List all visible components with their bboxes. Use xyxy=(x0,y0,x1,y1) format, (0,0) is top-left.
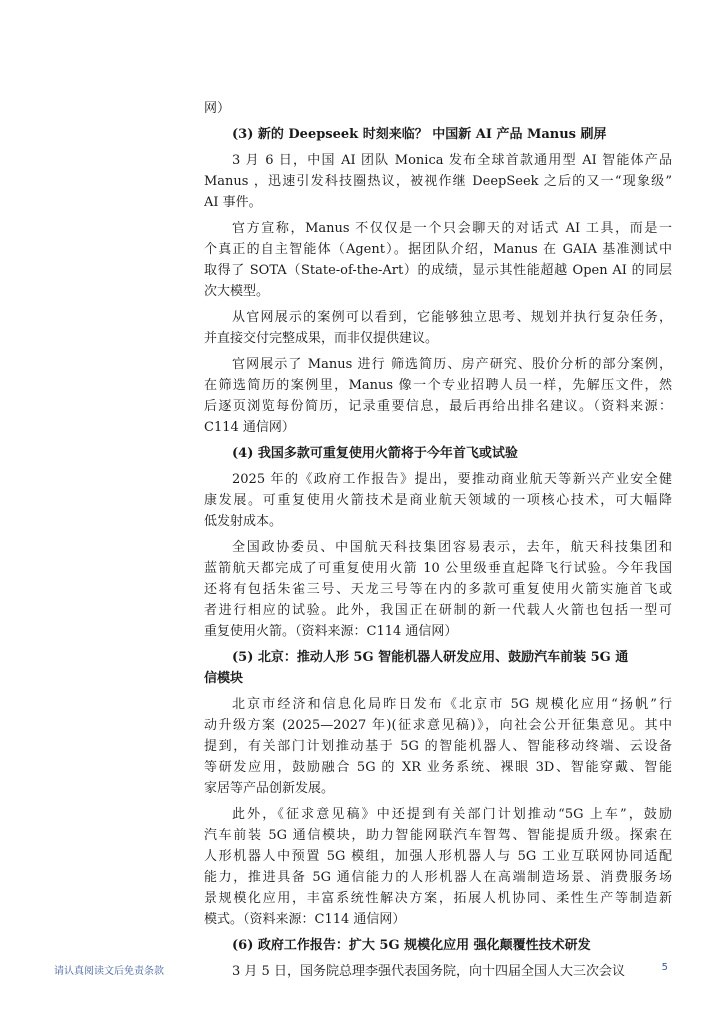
footer-disclaimer: 请认真阅读文后免责条款 xyxy=(54,966,164,977)
text-line: 提到，有关部门计划推动基于 5G 的智能机器人、智能移动终端、云设备 xyxy=(204,739,672,754)
text-line: 3 月 5 日，国务院总理李强代表国务院，向十四届全国人大三次会议 xyxy=(232,964,625,979)
text-line: 取得了 SOTA（State-of-the-Art）的成绩，显示其性能超越 Open AI 的同层 xyxy=(204,263,672,278)
text-line: C114 通信网） xyxy=(204,420,295,435)
text-line: 重复使用火箭。（资料来源：C114 通信网） xyxy=(204,624,458,639)
page-number: 5 xyxy=(661,962,668,973)
text-line: 信模块 xyxy=(204,671,244,686)
section-heading xyxy=(204,935,672,956)
text-line: 低发射成本。 xyxy=(204,514,283,529)
text-line: 后逐页浏览每份简历，记录重要信息，最后再给出排名建议。（资料来源： xyxy=(204,399,672,414)
text-line: 蓝箭航天都完成了可重复使用火箭 10 公里级垂直起降飞行试验。今年我国 xyxy=(204,561,672,576)
section-heading xyxy=(204,443,672,464)
text-line: 次大模型。 xyxy=(204,284,270,299)
text-line: 能力，推进具备 5G 通信能力的人形机器人在高端制造场景、消费服务场 xyxy=(204,870,672,885)
paragraph xyxy=(204,150,672,213)
text-line: 网） xyxy=(204,101,231,116)
text-line: 人形机器人中预置 5G 模组，加强人形机器人与 5G 工业互联网协同适配 xyxy=(204,849,672,864)
text-line: 从官网展示的案例可以看到，它能够独立思考、规划并执行复杂任务， xyxy=(232,310,672,325)
paragraph xyxy=(204,537,672,642)
text-line: (3) 新的 Deepseek 时刻来临？ 中国新 AI 产品 Manus 刷屏 xyxy=(232,127,607,142)
text-line: (6) 政府工作报告：扩大 5G 规模化应用 强化颠覆性技术研发 xyxy=(232,938,591,953)
text-line: 在筛选简历的案例里，Manus 像一个专业招聘人员一样，先解压文件，然 xyxy=(204,378,672,393)
section-heading xyxy=(204,124,672,145)
text-line: 模式。（资料来源：C114 通信网） xyxy=(204,912,406,927)
text-line: 汽车前装 5G 通信模块，助力智能网联汽车智驾、智能提质升级。探索在 xyxy=(204,828,672,843)
text-line: 个真正的自主智能体（Agent）。据团队介绍，Manus 在 GAIA 基准测试中 xyxy=(204,242,672,257)
paragraph xyxy=(204,804,672,930)
text-line: 此外，《征求意见稿》中还提到有关部门计划推动“5G 上车”，鼓励 xyxy=(232,807,672,822)
text-line: 官方宣称，Manus 不仅仅是一个只会聊天的对话式 AI 工具，而是一 xyxy=(232,221,672,236)
paragraph xyxy=(204,307,672,349)
paragraph xyxy=(204,469,672,532)
text-line: AI 事件。 xyxy=(204,195,262,210)
text-line: 2025 年的《政府工作报告》提出，要推动商业航天等新兴产业安全健 xyxy=(232,472,672,487)
text-line: 还将有包括朱雀三号、天龙三号等在内的多款可重复使用火箭实施首飞或 xyxy=(204,582,672,597)
text-line: 家居等产品创新发展。 xyxy=(204,781,335,796)
text-line: 等研发应用，鼓励融合 5G 的 XR 业务系统、裸眼 3D、智能穿戴、智能 xyxy=(204,760,672,775)
text-line: (5) 北京：推动人形 5G 智能机器人研发应用、鼓励汽车前装 5G 通 xyxy=(232,650,629,665)
text-line: 者进行相应的试验。此外，我国正在研制的新一代载人火箭也包括一型可 xyxy=(204,603,672,618)
paragraph xyxy=(204,98,672,119)
paragraph xyxy=(204,218,672,302)
paragraph xyxy=(204,961,672,982)
paragraph xyxy=(204,694,672,799)
text-line: 全国政协委员、中国航天科技集团容易表示，去年，航天科技集团和 xyxy=(232,540,672,555)
document-body xyxy=(204,98,672,982)
text-line: 景规模化应用，丰富系统性解决方案，拓展人机协同、柔性生产等制造新 xyxy=(204,891,672,906)
text-line: 动升级方案 (2025—2027 年)(征求意见稿)》，向社会公开征集意见。其中 xyxy=(204,718,672,733)
text-line: 康发展。可重复使用火箭技术是商业航天领域的一项核心技术，可大幅降 xyxy=(204,493,672,508)
paragraph xyxy=(204,354,672,438)
text-line: 北京市经济和信息化局昨日发布《北京市 5G 规模化应用“扬帆”行 xyxy=(232,697,672,712)
section-heading xyxy=(204,647,672,689)
text-line: 并直接交付完整成果，而非仅提供建议。 xyxy=(204,331,439,346)
text-line: (4) 我国多款可重复使用火箭将于今年首飞或试验 xyxy=(232,446,518,461)
text-line: 官网展示了 Manus 进行 筛选简历、房产研究、股价分析的部分案例， xyxy=(232,357,672,372)
text-line: 3 月 6 日，中国 AI 团队 Monica 发布全球首款通用型 AI 智能体产品 xyxy=(232,153,672,168)
text-line: Manus ，迅速引发科技圈热议，被视作继 DeepSeek 之后的又一“现象级” xyxy=(204,174,672,189)
